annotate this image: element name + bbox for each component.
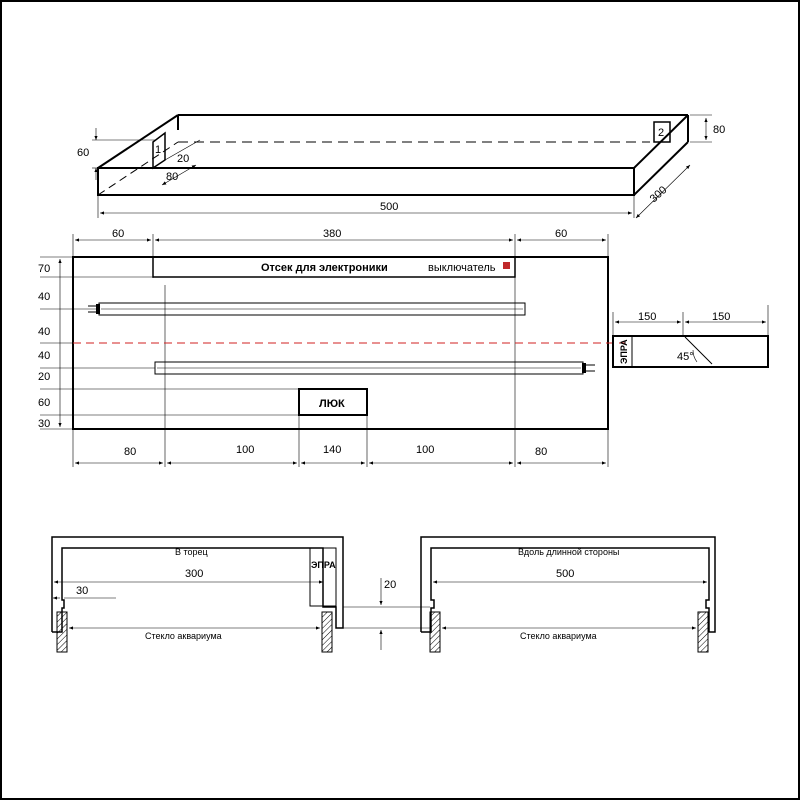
dim-80-small: 80 <box>166 171 179 183</box>
dim-top-60-left: 60 <box>112 228 125 240</box>
dim-left-20: 20 <box>38 371 51 383</box>
hatch-label: ЛЮК <box>319 398 345 410</box>
dim-300-top: 300 <box>647 184 670 206</box>
long-dim-500: 500 <box>556 568 575 580</box>
dim-20: 20 <box>177 153 190 165</box>
dim-top-60-right: 60 <box>555 228 568 240</box>
long-title: Вдоль длинной стороны <box>518 547 620 557</box>
dim-bottom-100-right: 100 <box>416 444 435 456</box>
dim-left-70: 70 <box>38 263 51 275</box>
outer-frame <box>1 1 799 799</box>
dim-left-60: 60 <box>38 397 51 409</box>
section-end <box>52 537 430 652</box>
section-long <box>421 537 715 652</box>
dim-bottom-100-left: 100 <box>236 444 255 456</box>
dim-left-40a: 40 <box>38 291 51 303</box>
dim-left-40b: 40 <box>38 326 51 338</box>
switch-label: выключатель <box>428 262 496 274</box>
dim-80-right: 80 <box>713 124 726 136</box>
side-epra-label: ЭПРА <box>619 339 629 364</box>
end-glass-label: Стекло аквариума <box>145 631 222 641</box>
end-title: В торец <box>175 547 208 557</box>
electronics-compartment-label: Отсек для электроники <box>261 262 388 274</box>
dim-top-380: 380 <box>323 228 342 240</box>
plan-view <box>38 228 625 467</box>
long-glass-label: Стекло аквариума <box>520 631 597 641</box>
dim-bottom-140: 140 <box>323 444 342 456</box>
dim-bottom-80-left: 80 <box>124 446 137 458</box>
marker-one: 1 <box>155 144 162 156</box>
side-dim-150-right: 150 <box>712 311 731 323</box>
side-view <box>613 305 768 367</box>
end-epra-label: ЭПРА <box>311 560 336 570</box>
dim-left-40c: 40 <box>38 350 51 362</box>
dim-500-top: 500 <box>380 201 399 213</box>
marker-two: 2 <box>658 127 665 139</box>
side-dim-150-left: 150 <box>638 311 657 323</box>
dim-left-30: 30 <box>38 418 51 430</box>
side-angle-label: 45° <box>677 351 694 363</box>
switch-indicator <box>503 262 510 269</box>
dim-60-left: 60 <box>77 147 90 159</box>
perspective-view <box>77 115 725 218</box>
end-dim-30: 30 <box>76 585 89 597</box>
end-dim-20: 20 <box>384 579 397 591</box>
end-dim-300: 300 <box>185 568 204 580</box>
dim-bottom-80-right: 80 <box>535 446 548 458</box>
